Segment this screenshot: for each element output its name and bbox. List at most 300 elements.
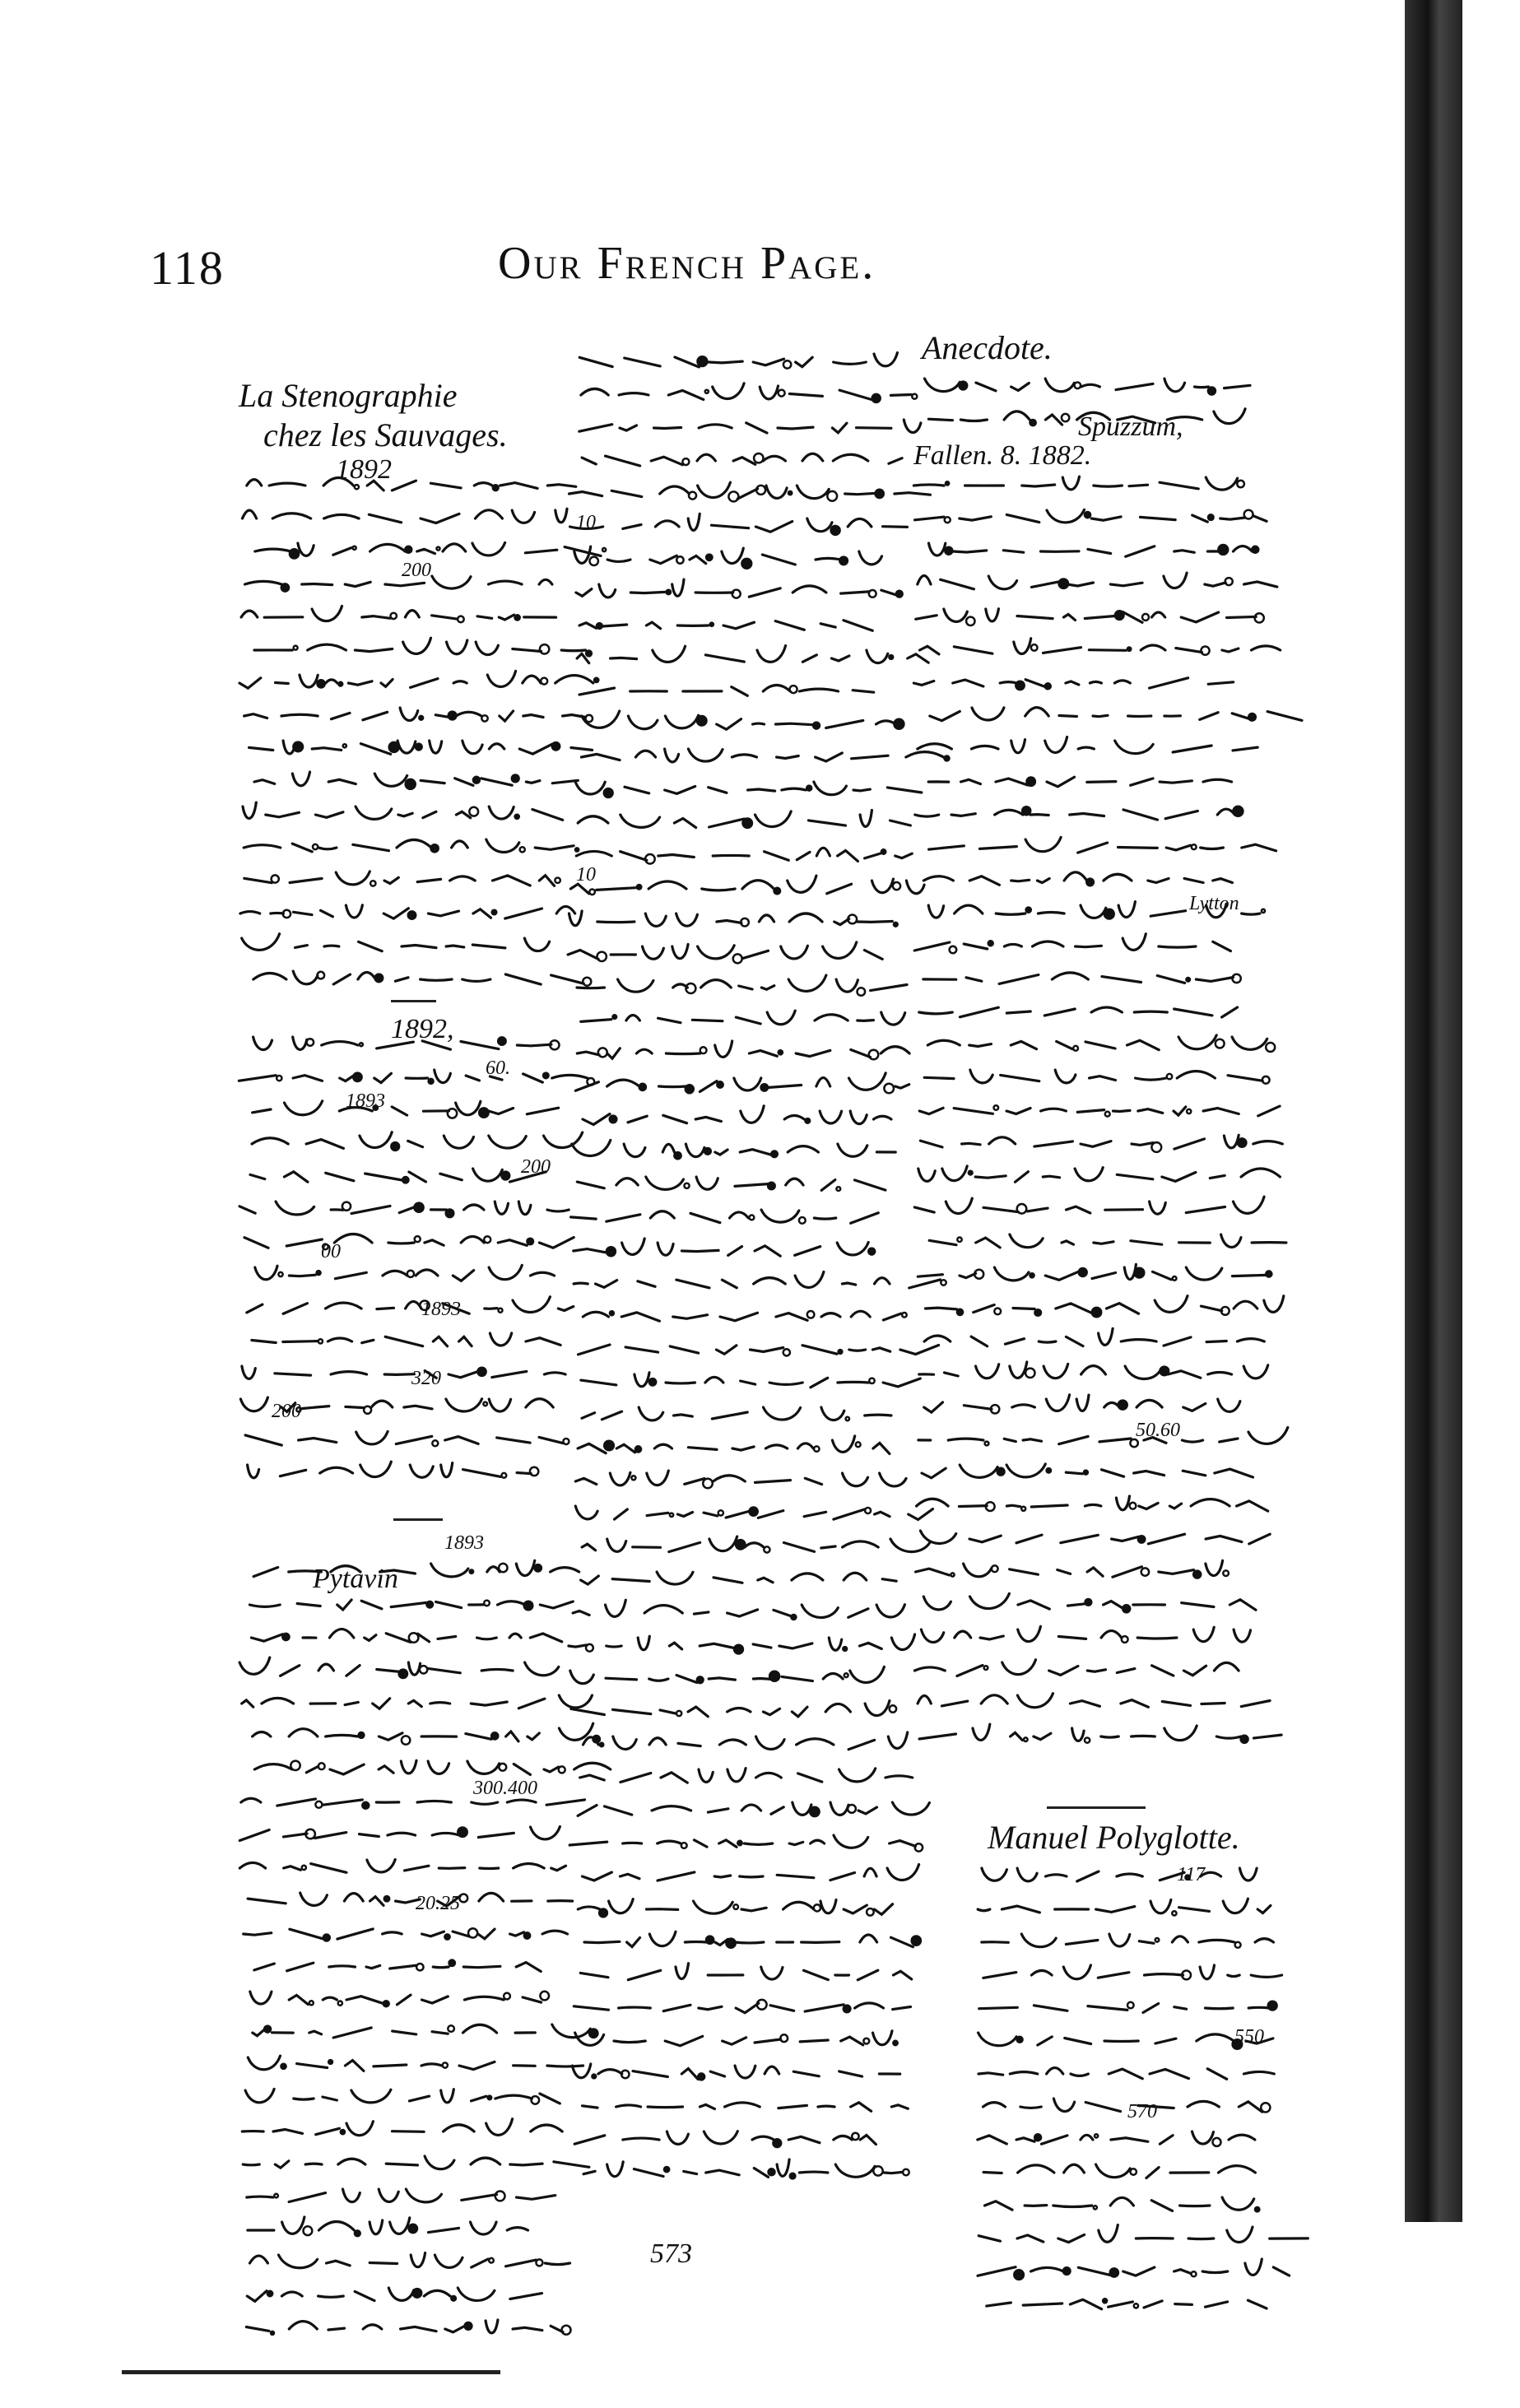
shorthand-line (242, 934, 550, 951)
shorthand-dot (493, 485, 499, 490)
shorthand-line (576, 848, 912, 861)
shorthand-dot (491, 1732, 498, 1739)
shorthand-dot (483, 1402, 487, 1406)
shorthand-line (978, 2068, 1274, 2080)
shorthand-dot (607, 1247, 616, 1256)
shorthand-dot (985, 1442, 989, 1446)
shorthand-dot (843, 1647, 847, 1651)
shorthand-dot (1223, 1570, 1229, 1576)
shorthand-dot (635, 1446, 641, 1452)
shorthand-dot (527, 1239, 533, 1245)
shorthand-dot (416, 744, 422, 751)
shorthand-line (983, 1965, 1282, 1979)
shorthand-line (914, 1197, 1264, 1214)
shorthand-line (978, 1899, 1271, 1913)
shorthand-line (914, 1660, 1239, 1676)
shorthand-dot (449, 1960, 455, 1966)
shorthand-dot (1237, 481, 1244, 488)
shorthand-dot (664, 2167, 669, 2172)
shorthand-dot (1192, 844, 1197, 849)
shorthand-dot (941, 1280, 946, 1285)
shorthand-dot (868, 1248, 875, 1255)
shorthand-dot (950, 946, 957, 954)
shorthand-line (925, 379, 1251, 392)
shorthand-dot (451, 2296, 456, 2301)
left-fragment-1893: 1893 (346, 1090, 385, 1112)
shorthand-dot (988, 941, 993, 946)
left-fragment-200c: 200 (272, 1401, 301, 1422)
shorthand-line (579, 1345, 939, 1355)
shorthand-line (919, 1106, 1280, 1116)
shorthand-line (255, 542, 601, 556)
shorthand-dot (370, 881, 375, 886)
shorthand-dot (355, 2230, 360, 2236)
shorthand-dot (1235, 1942, 1241, 1948)
shorthand-dot (274, 2194, 278, 2198)
shorthand-dot (1141, 1568, 1149, 1575)
shorthand-line (917, 1496, 1268, 1511)
shorthand-dot (856, 1442, 861, 1447)
shorthand-line (245, 576, 552, 588)
shorthand-line (915, 809, 1235, 820)
shorthand-dot (984, 1666, 988, 1670)
shorthand-dot (1034, 1309, 1041, 1316)
shorthand-dot (610, 1116, 617, 1123)
shorthand-dot (600, 1743, 603, 1746)
shorthand-dot (676, 556, 683, 563)
shorthand-dot (488, 2096, 492, 2100)
shorthand-dot (631, 1476, 635, 1480)
shorthand-line (577, 646, 928, 663)
shorthand-dot (779, 390, 785, 397)
shorthand-line (248, 2217, 528, 2234)
shorthand-line (247, 2288, 542, 2301)
right-separator-1 (1047, 1806, 1146, 1809)
left-fragment-300-400: 300.400 (473, 1778, 537, 1799)
shorthand-dot (704, 1148, 711, 1155)
shorthand-dot (889, 655, 893, 659)
shorthand-line (239, 1827, 560, 1841)
shorthand-dot (1218, 545, 1228, 555)
shorthand-dot (637, 885, 641, 889)
shorthand-line (913, 476, 1237, 490)
shorthand-line (248, 2056, 583, 2071)
shorthand-dot (610, 1311, 614, 1315)
shorthand-dot (865, 1508, 871, 1513)
shorthand-dot (836, 1187, 840, 1191)
shorthand-dot (670, 1513, 673, 1517)
shorthand-dot (706, 555, 712, 560)
shorthand-dot (504, 1993, 510, 2000)
shorthand-dot (750, 1216, 755, 1220)
shorthand-dot (1045, 683, 1051, 689)
shorthand-dot (884, 1084, 894, 1094)
right-section2-title: Manuel Polyglotte. (988, 1819, 1240, 1856)
shorthand-dot (1167, 1074, 1172, 1079)
shorthand-dot (1192, 2271, 1197, 2276)
shorthand-line (242, 2119, 562, 2136)
shorthand-dot (733, 954, 742, 963)
shorthand-dot (863, 2038, 869, 2044)
shorthand-dot (1030, 420, 1036, 425)
shorthand-line (578, 1436, 890, 1454)
shorthand-dot (791, 1615, 796, 1620)
shorthand-dot (1213, 2138, 1221, 2146)
shorthand-line (248, 1893, 572, 1906)
shorthand-line (924, 1328, 1264, 1346)
shorthand-line (919, 1724, 1281, 1741)
shorthand-line (576, 579, 896, 597)
right-section1-place: Spuzzum, (1078, 411, 1183, 442)
shorthand-line (583, 2159, 903, 2177)
shorthand-dot (323, 1935, 330, 1941)
shorthand-dot (343, 744, 346, 747)
right-section2-number-570: 570 (1127, 2101, 1157, 2122)
shorthand-line (254, 638, 586, 654)
shorthand-dot (676, 1711, 681, 1716)
bottom-rule (122, 2370, 500, 2374)
shorthand-dot (649, 1378, 656, 1385)
shorthand-line (918, 1694, 1270, 1708)
shorthand-dot (867, 1908, 874, 1916)
shorthand-dot (309, 2001, 314, 2005)
shorthand-dot (783, 1349, 790, 1355)
shorthand-dot (469, 807, 478, 816)
shorthand-line (929, 543, 1253, 556)
shorthand-dot (1084, 1471, 1088, 1475)
shorthand-line (924, 1395, 1240, 1412)
middle-fragment-573: 573 (650, 2238, 692, 2269)
shorthand-dot (489, 2258, 494, 2263)
shorthand-line (928, 777, 1231, 787)
shorthand-line (920, 639, 1281, 654)
shorthand-dot (681, 1843, 687, 1848)
shorthand-dot (1266, 1271, 1271, 1276)
middle-fragment-10a: 10 (576, 512, 596, 533)
shorthand-dot (1021, 1507, 1025, 1511)
shorthand-dot (499, 1309, 503, 1313)
shorthand-dot (317, 1271, 321, 1275)
shorthand-line (978, 2225, 1308, 2243)
shorthand-line (918, 1428, 1288, 1444)
shorthand-dot (1095, 2134, 1098, 2137)
shorthand-line (582, 453, 902, 466)
left-fragment-320: 320 (411, 1368, 441, 1389)
shorthand-dot (717, 1081, 723, 1087)
shorthand-dot (515, 615, 520, 620)
shorthand-dot (896, 591, 903, 597)
shorthand-dot (754, 453, 763, 463)
shorthand-line (929, 1234, 1286, 1248)
shorthand-dot (1105, 1112, 1110, 1117)
shorthand-line (239, 1202, 569, 1215)
shorthand-dot (710, 623, 714, 626)
shorthand-line (254, 1760, 611, 1774)
shorthand-dot (1103, 2299, 1107, 2303)
shorthand-dot (281, 2064, 286, 2069)
shorthand-dot (790, 2173, 796, 2179)
shorthand-line (253, 2024, 591, 2038)
shorthand-line (985, 2197, 1254, 2210)
shorthand-dot (771, 1151, 778, 1158)
shorthand-line (581, 1011, 905, 1025)
shorthand-line (253, 1101, 559, 1115)
shorthand-line (239, 1860, 565, 1873)
shorthand-dot (359, 1732, 365, 1738)
shorthand-line (575, 1471, 906, 1486)
shorthand-line (987, 2299, 1267, 2309)
shorthand-dot (1031, 644, 1038, 651)
shorthand-line (253, 1723, 593, 1741)
shorthand-dot (575, 848, 579, 851)
shorthand-line (244, 708, 586, 721)
shorthand-dot (402, 1736, 410, 1744)
shorthand-line (246, 2320, 563, 2333)
shorthand-dot (437, 547, 440, 551)
shorthand-dot (902, 1313, 907, 1318)
shorthand-line (247, 1297, 574, 1314)
shorthand-dot (353, 546, 356, 550)
right-inline-numbers: 50.60 (1136, 1420, 1180, 1441)
left-fragment-pytavin: Pytavin (313, 1564, 398, 1594)
shorthand-line (574, 2003, 910, 2013)
shorthand-dot (1127, 648, 1131, 651)
shorthand-dot (1187, 1109, 1191, 1113)
shorthand-dot (1024, 1737, 1028, 1741)
shorthand-dot (846, 1417, 849, 1420)
shorthand-dot (893, 2041, 897, 2045)
shorthand-line (244, 1929, 568, 1939)
shorthand-dot (444, 1934, 449, 1939)
shorthand-line (983, 2164, 1255, 2178)
shorthand-dot (945, 756, 950, 761)
shorthand-dot (313, 844, 318, 849)
shorthand-dot (1131, 2169, 1137, 2174)
shorthand-dot (1030, 1273, 1034, 1277)
right-section2-number-117: 117 (1177, 1864, 1206, 1885)
shorthand-line (581, 749, 943, 762)
shorthand-dot (997, 1468, 1005, 1476)
shorthand-line (580, 1769, 913, 1783)
shorthand-dot (473, 777, 480, 783)
shorthand-dot (360, 1043, 363, 1046)
shorthand-line (579, 621, 872, 631)
shorthand-line (913, 678, 1233, 688)
shorthand-dot (806, 1118, 811, 1123)
shorthand-line (252, 1132, 583, 1149)
shorthand-dot (674, 1152, 681, 1159)
shorthand-line (581, 1572, 897, 1584)
left-fragment-1893c: 1893 (444, 1532, 484, 1554)
shorthand-dot (1208, 514, 1214, 520)
shorthand-line (582, 711, 895, 729)
shorthand-line (921, 1626, 1250, 1642)
shorthand-line (571, 1701, 890, 1717)
shorthand-line (583, 1106, 891, 1125)
shorthand-line (574, 2131, 876, 2145)
shorthand-dot (912, 394, 917, 399)
shorthand-dot (384, 1896, 389, 1901)
shorthand-line (929, 837, 1276, 853)
shorthand-line (244, 1234, 574, 1248)
shorthand-dot (498, 1037, 505, 1044)
shorthand-dot (341, 2130, 345, 2134)
shorthand-dot (1173, 1276, 1177, 1281)
shorthand-line (919, 1007, 1238, 1017)
shorthand-dot (1047, 1468, 1051, 1472)
left-fragment-1892: 1892 (336, 454, 392, 485)
shorthand-dot (318, 680, 325, 687)
right-inline-name: Lytton (1189, 893, 1239, 914)
shorthand-line (253, 1560, 579, 1577)
shorthand-dot (1134, 2303, 1138, 2308)
shorthand-dot (1201, 647, 1209, 655)
shorthand-dot (1255, 2207, 1259, 2211)
shorthand-dot (1017, 2037, 1023, 2043)
shorthand-dot (1085, 512, 1090, 518)
shorthand-dot (362, 1802, 369, 1809)
shorthand-dot (966, 617, 974, 625)
shorthand-line (244, 872, 555, 886)
shorthand-dot (302, 1866, 306, 1870)
shorthand-line (245, 1431, 563, 1445)
shorthand-dot (844, 2006, 851, 2013)
shorthand-line (584, 1932, 913, 1947)
shorthand-line (924, 1070, 1262, 1083)
shorthand-line (918, 573, 1277, 589)
shorthand-line (918, 737, 1257, 754)
shorthand-dot (1262, 909, 1265, 913)
right-section2-number-550: 550 (1234, 2026, 1264, 2048)
shorthand-dot (589, 890, 595, 895)
shorthand-line (920, 1135, 1282, 1149)
shorthand-dot (432, 1440, 438, 1446)
shorthand-dot (492, 910, 497, 915)
shorthand-line (918, 1264, 1265, 1280)
shorthand-dot (718, 1510, 723, 1515)
shorthand-dot (945, 547, 952, 555)
shorthand-line (572, 1140, 895, 1156)
shorthand-line (250, 2253, 570, 2268)
shorthand-line (577, 1041, 909, 1058)
shorthand-line (570, 514, 908, 532)
running-head: Our French Page. (498, 238, 876, 289)
shorthand-line (242, 1366, 565, 1378)
shorthand-line (575, 1073, 909, 1092)
shorthand-dot (592, 2075, 596, 2079)
shorthand-dot (443, 2062, 448, 2067)
shorthand-dot (604, 788, 613, 797)
shorthand-line (577, 1177, 886, 1190)
shorthand-dot (1130, 1503, 1137, 1509)
left-fragment-1892b: 1892, (391, 1014, 454, 1044)
shorthand-dot (318, 1339, 323, 1343)
shorthand-dot (501, 1172, 509, 1180)
shorthand-line (239, 1070, 587, 1083)
left-fragment-200b: 200 (521, 1156, 551, 1178)
shorthand-line (254, 1963, 541, 1972)
shorthand-dot (479, 1108, 488, 1117)
shorthand-dot (1142, 614, 1149, 621)
shorthand-dot (271, 2331, 274, 2335)
shorthand-dot (852, 2133, 858, 2140)
middle-fragment-10b: 10 (576, 864, 596, 886)
shorthand-dot (788, 491, 792, 495)
shorthand-line (569, 911, 893, 926)
shorthand-dot (1266, 1043, 1275, 1052)
shorthand-line (580, 1964, 911, 1980)
shorthand-dot (831, 526, 840, 535)
shorthand-line (252, 1333, 560, 1346)
shorthand-dot (969, 1171, 973, 1175)
shorthand-dot (806, 786, 811, 791)
shorthand-line (247, 478, 576, 490)
shorthand-line (575, 2031, 892, 2046)
shorthand-dot (391, 1142, 399, 1151)
shorthand-line (583, 1865, 919, 1881)
shorthand-dot (543, 1073, 549, 1079)
shorthand-dot (408, 911, 416, 918)
shorthand-dot (515, 815, 519, 819)
shorthand-dot (732, 590, 741, 598)
shorthand-dot (406, 779, 416, 789)
shorthand-line (581, 384, 912, 400)
shorthand-dot (1172, 1911, 1176, 1915)
shorthand-dot (839, 1350, 843, 1354)
left-fragment-00: 00 (321, 1241, 341, 1262)
left-fragment-1893b: 1893 (421, 1299, 461, 1320)
shorthand-dot (827, 491, 837, 501)
shorthand-dot (448, 2025, 454, 2032)
shorthand-dot (409, 2224, 417, 2233)
shorthand-line (582, 1536, 930, 1552)
shorthand-line (574, 1271, 940, 1288)
shorthand-line (251, 1629, 561, 1643)
shorthand-dot (590, 557, 598, 565)
shorthand-line (583, 1311, 901, 1321)
shorthand-line (916, 1560, 1223, 1577)
shorthand-line (979, 2004, 1270, 2013)
shorthand-dot (667, 590, 671, 594)
shorthand-line (253, 971, 584, 984)
shorthand-dot (994, 1105, 999, 1110)
left-fragment-20-25: 20.25 (416, 1893, 460, 1914)
shorthand-dot (540, 1992, 549, 2001)
shorthand-dot (769, 2169, 775, 2175)
shorthand-dot (844, 1673, 848, 1677)
shorthand-line (247, 2189, 555, 2202)
shorthand-dot (737, 1841, 741, 1845)
shorthand-line (255, 1265, 555, 1281)
left-column-title-line2: chez les Sauvages. (263, 416, 508, 453)
left-column-title-line1: La Stenographie (239, 377, 458, 414)
shorthand-dot (807, 1311, 815, 1318)
shorthand-dot (315, 1801, 322, 1808)
shorthand-dot (799, 1217, 806, 1224)
shorthand-line (579, 686, 874, 696)
shorthand-line (583, 1732, 908, 1750)
left-separator-1 (391, 1000, 436, 1002)
shorthand-dot (957, 1309, 963, 1315)
shorthand-dot (890, 1705, 896, 1712)
shorthand-dot (945, 517, 951, 523)
shorthand-line (982, 1934, 1274, 1947)
shorthand-dot (383, 2001, 389, 2006)
shorthand-line (248, 1462, 532, 1478)
shorthand-dot (277, 1076, 281, 1081)
shorthand-dot (1034, 2134, 1041, 2141)
shorthand-dot (419, 716, 423, 720)
